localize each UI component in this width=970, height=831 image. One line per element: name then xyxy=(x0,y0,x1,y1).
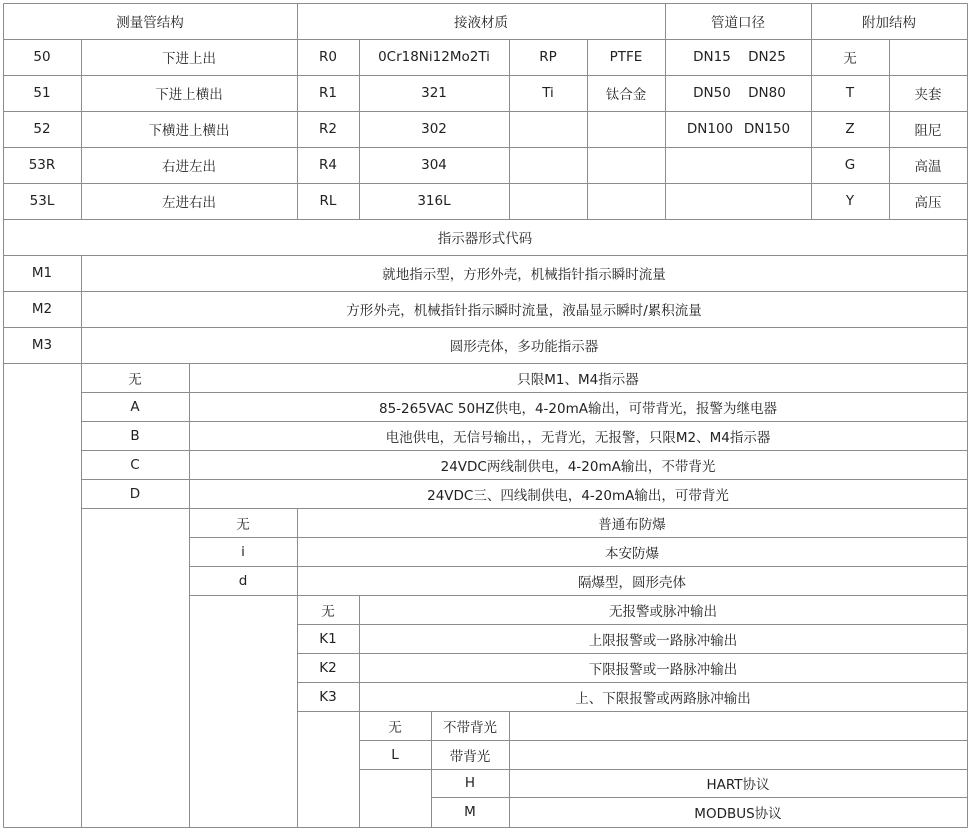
backlight-desc: 不带背光 xyxy=(443,719,497,736)
diameter-b: DN80 xyxy=(748,85,786,101)
material-code: R2 xyxy=(319,121,337,137)
power-desc: 24VDC两线制供电，4-20mA输出，不带背光 xyxy=(440,458,716,475)
diameter-b: DN150 xyxy=(743,121,791,137)
backlight-desc: 带背光 xyxy=(449,748,491,765)
indicator-title: 指示器形式代码 xyxy=(437,231,533,247)
backlight-code: 无 xyxy=(388,719,402,736)
power-desc: 只限M1、M4指示器 xyxy=(517,371,639,388)
power-code: B xyxy=(130,427,140,444)
attachment-code: T xyxy=(845,85,855,101)
structure-desc: 下横进上横出 xyxy=(148,123,230,139)
alarm-desc: 下限报警或一路脉冲输出 xyxy=(588,661,738,678)
alarm-code: K3 xyxy=(319,688,337,705)
lining-name xyxy=(587,183,665,219)
diameter-a xyxy=(682,183,738,219)
header-diameter: 管道口径 xyxy=(711,15,765,31)
alarm-code: K1 xyxy=(319,630,337,647)
power-code: D xyxy=(129,485,141,502)
material-name: 302 xyxy=(421,121,447,137)
lining-name xyxy=(587,111,665,147)
structure-desc: 左进右出 xyxy=(162,195,216,211)
lining-code xyxy=(509,147,587,183)
structure-desc: 下进上横出 xyxy=(155,87,223,103)
attachment-code: Z xyxy=(845,121,855,137)
lining-name: PTFE xyxy=(609,49,643,65)
diameter-a xyxy=(682,147,738,183)
protocol-desc: HART协议 xyxy=(706,777,770,793)
protocol-desc: MODBUS协议 xyxy=(694,806,782,822)
diameter-b xyxy=(740,183,794,219)
indicator-code: M1 xyxy=(31,265,53,281)
structure-code: 51 xyxy=(33,85,51,101)
diameter-a: DN15 xyxy=(693,49,731,65)
attachment-code: G xyxy=(844,157,856,173)
material-name: 0Cr18Ni12Mo2Ti xyxy=(378,49,490,65)
alarm-code: K2 xyxy=(319,659,337,676)
indicator-code: M3 xyxy=(31,337,53,353)
explosion-desc: 普通布防爆 xyxy=(598,516,666,533)
alarm-code: 无 xyxy=(321,603,335,620)
attachment-code: 无 xyxy=(843,51,857,67)
header-material: 接液材质 xyxy=(454,15,508,31)
structure-code: 52 xyxy=(33,121,51,137)
diameter-a: DN50 xyxy=(693,85,731,101)
power-desc: 电池供电，无信号输出，，无背光，无报警，只限M2、M4指示器 xyxy=(385,429,771,446)
material-code: R1 xyxy=(319,85,337,101)
alarm-desc: 上限报警或一路脉冲输出 xyxy=(588,632,738,649)
lining-code: Ti xyxy=(542,85,554,101)
material-name: 304 xyxy=(421,157,447,173)
explosion-code: 无 xyxy=(236,516,250,533)
diameter-a: DN100 xyxy=(686,121,734,137)
power-code: C xyxy=(130,456,140,473)
structure-desc: 下进上出 xyxy=(162,51,216,67)
indicator-desc: 方形外壳，机械指针指示瞬时流量，液晶显示瞬时/累积流量 xyxy=(346,303,702,319)
structure-code: 53R xyxy=(28,157,56,173)
structure-code: 53L xyxy=(29,193,55,209)
alarm-desc: 上、下限报警或两路脉冲输出 xyxy=(575,690,751,707)
protocol-code: H xyxy=(464,775,476,791)
header-attachment: 附加结构 xyxy=(862,15,916,31)
power-desc: 24VDC三、四线制供电，4-20mA输出，可带背光 xyxy=(427,487,729,504)
material-code: R0 xyxy=(319,49,337,65)
attachment-name xyxy=(889,39,967,75)
material-code: RL xyxy=(319,193,337,209)
alarm-desc: 无报警或脉冲输出 xyxy=(609,603,717,620)
explosion-desc: 隔爆型，圆形壳体 xyxy=(578,574,686,591)
power-code: A xyxy=(130,398,140,415)
indicator-desc: 就地指示型，方形外壳，机械指针指示瞬时流量 xyxy=(382,267,666,283)
attachment-name: 高压 xyxy=(914,195,942,211)
lining-name xyxy=(587,147,665,183)
explosion-code: i xyxy=(241,543,245,560)
attachment-name: 阻尼 xyxy=(914,123,942,139)
backlight-code: L xyxy=(391,746,399,763)
protocol-code: M xyxy=(464,804,476,820)
lining-code: RP xyxy=(539,49,557,65)
attachment-name: 夹套 xyxy=(914,87,942,103)
attachment-name: 高温 xyxy=(914,159,942,175)
material-code: R4 xyxy=(319,157,337,173)
diameter-b xyxy=(740,147,794,183)
power-code: 无 xyxy=(128,371,142,388)
attachment-code: Y xyxy=(845,193,855,209)
material-name: 316L xyxy=(417,193,451,209)
structure-code: 50 xyxy=(33,49,51,65)
lining-code xyxy=(509,111,587,147)
lining-code xyxy=(509,183,587,219)
explosion-desc: 本安防爆 xyxy=(605,545,659,562)
diameter-b: DN25 xyxy=(748,49,786,65)
material-name: 321 xyxy=(421,85,447,101)
lining-name: 钛合金 xyxy=(605,87,647,103)
indicator-desc: 圆形壳体，多功能指示器 xyxy=(449,339,599,355)
structure-desc: 右进左出 xyxy=(162,159,216,175)
explosion-code: d xyxy=(238,572,248,589)
power-desc: 85-265VAC 50HZ供电，4-20mA输出，可带背光，报警为继电器 xyxy=(378,400,777,417)
indicator-code: M2 xyxy=(31,301,53,317)
header-structure: 测量管结构 xyxy=(116,15,184,31)
